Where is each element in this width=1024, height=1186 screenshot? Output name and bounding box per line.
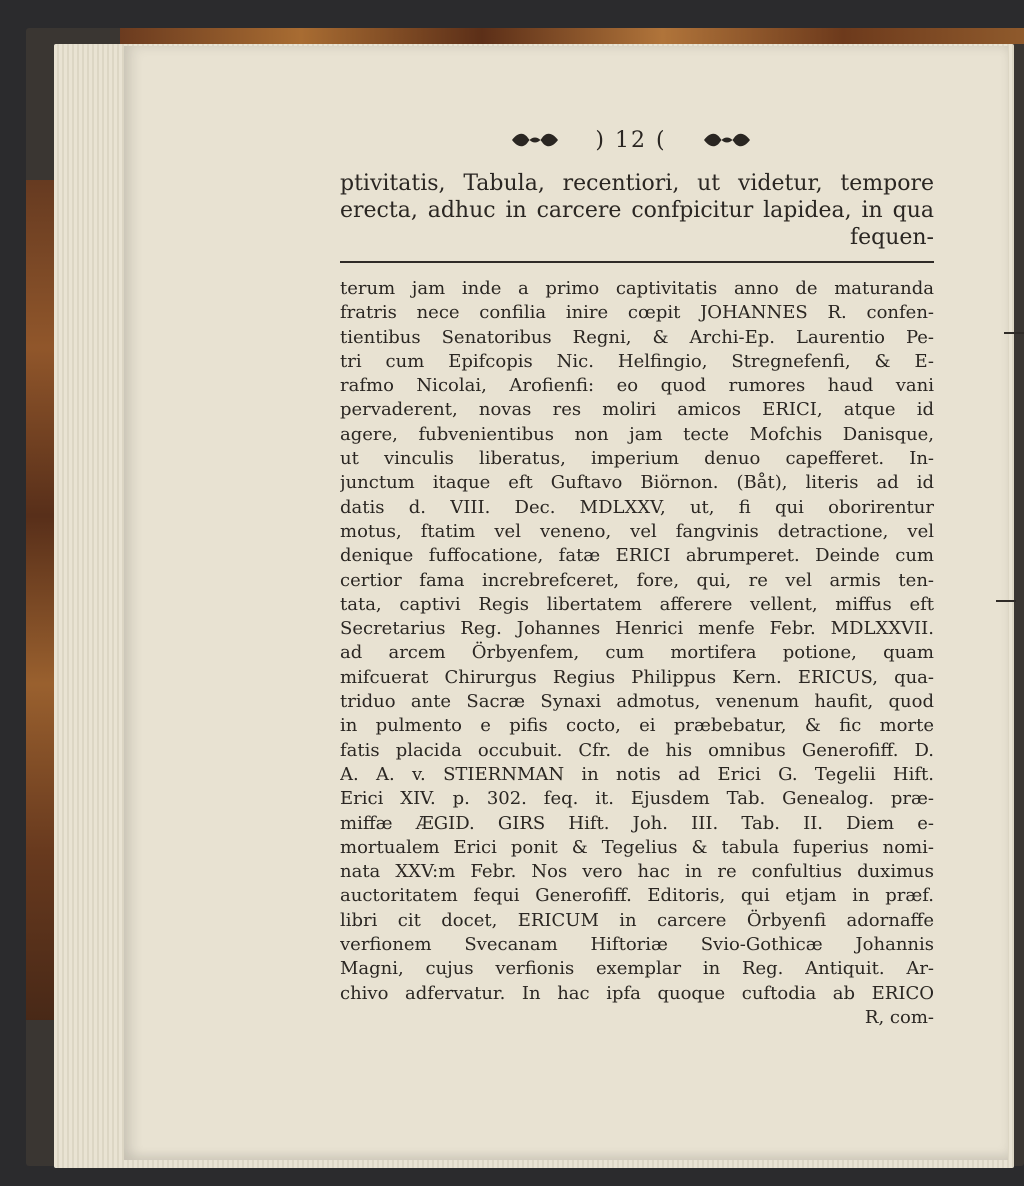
- footnote-text-line: denique fuffocatione, fatæ ERICI abrumperet. Deinde cum: [340, 545, 934, 567]
- footnote-text-line: miffæ ÆGID. GIRS Hift. Joh. III. Tab. II. Diem e-: [340, 812, 934, 834]
- footnote-text-line: Erici XIV. p. 302. feq. it. Ejusdem Tab. Genealog. præ-: [340, 788, 934, 810]
- footnote-text-line: fratris nece confilia inire cœpit JOHANNES R. confen-: [340, 302, 934, 324]
- footnote-text-line: datis d. VIII. Dec. MDLXXV, ut, fi qui oborirentur: [340, 496, 934, 518]
- footnote-text-line: motus, ftatim vel veneno, vel fangvinis detractione, vel: [340, 520, 934, 542]
- footnote-text-line: A. A. v. STIERNMAN in notis ad Erici G. Tegelii Hift.: [340, 763, 934, 785]
- footnote-text-line: libri cit docet, ERICUM in carcere Örbyenfi adornaffe: [340, 909, 934, 931]
- footnote-text-line: auctoritatem fequi Generofiff. Editoris, qui etjam in præf.: [340, 885, 934, 907]
- footnote-rule: [340, 261, 934, 263]
- main-text-line: erecta, adhuc in carcere confpicitur lapidea, in qua: [340, 198, 934, 223]
- footnote-text-line: Secretarius Reg. Johannes Henrici menfe Febr. MDLXXVII.: [340, 618, 934, 640]
- page-header: [510, 124, 810, 160]
- footnote-text-line: tientibus Senatoribus Regni, & Archi-Ep. Laurentio Pe-: [340, 326, 934, 348]
- catchword: R, com-: [864, 1006, 934, 1028]
- footnote-text-line: certior fama increbrefceret, fore, qui, re vel armis ten-: [340, 569, 934, 591]
- footnote-text-line: tri cum Epifcopis Nic. Helfingio, Stregnefenfi, & E-: [340, 350, 934, 372]
- footnote-text-line: chivo adfervatur. In hac ipfa quoque cuftodia ab ERICO: [340, 982, 934, 1004]
- page-number: ) 12 (: [595, 128, 667, 153]
- footnote-text-line: Magni, cujus verfionis exemplar in Reg. Antiquit. Ar-: [340, 958, 934, 980]
- footnote-text-line: ad arcem Örbyenfem, cum mortifera potione, quam: [340, 642, 934, 664]
- footnote-text-line: fatis placida occubuit. Cfr. de his omnibus Generofiff. D.: [340, 739, 934, 761]
- main-text-line: ptivitatis, Tabula, recentiori, ut videtur, tempore: [340, 171, 934, 196]
- footnote-text-line: nata XXV:m Febr. Nos vero hac in re confultius duximus: [340, 861, 934, 883]
- ornament-left-icon: [510, 130, 560, 150]
- main-text-block: [340, 170, 934, 251]
- margin-mark: [996, 600, 1016, 602]
- footnote-text-block: [340, 277, 934, 1030]
- marbled-cover-edge: [120, 28, 1024, 44]
- footnote-text-line: verfionem Svecanam Hiftoriæ Svio-Gothicæ Johannis: [340, 934, 934, 956]
- footnote-text-line: terum jam inde a primo captivitatis anno de maturanda: [340, 278, 934, 299]
- footnote-text-line: mortualem Erici ponit & Tegelius & tabula fuperius nomi-: [340, 836, 934, 858]
- margin-mark: [1004, 332, 1024, 334]
- footnote-text-line: in pulmento e pifis cocto, ei præbebatur, & fic morte: [340, 715, 934, 737]
- footnote-text-line: ut vinculis liberatus, imperium denuo capefferet. In-: [340, 448, 934, 470]
- footnote-text-line: tata, captivi Regis libertatem afferere vellent, miffus eft: [340, 593, 934, 615]
- footnote-text-line: agere, fubvenientibus non jam tecte Mofchis Danisque,: [340, 423, 934, 445]
- footnote-text-line: mifcuerat Chirurgus Regius Philippus Kern. ERICUS, qua-: [340, 666, 934, 688]
- footnote-text-line: rafmo Nicolai, Arofienfi: eo quod rumores haud vani: [340, 375, 934, 397]
- footnote-text-line: triduo ante Sacræ Synaxi admotus, venenum haufit, quod: [340, 691, 934, 713]
- catchword: fequen-: [849, 225, 934, 250]
- footnote-text-line: pervaderent, novas res moliri amicos ERICI, atque id: [340, 399, 934, 421]
- footnote-text-line: junctum itaque eft Guftavo Biörnon. (Båt), literis ad id: [340, 472, 934, 494]
- ornament-right-icon: [702, 130, 752, 150]
